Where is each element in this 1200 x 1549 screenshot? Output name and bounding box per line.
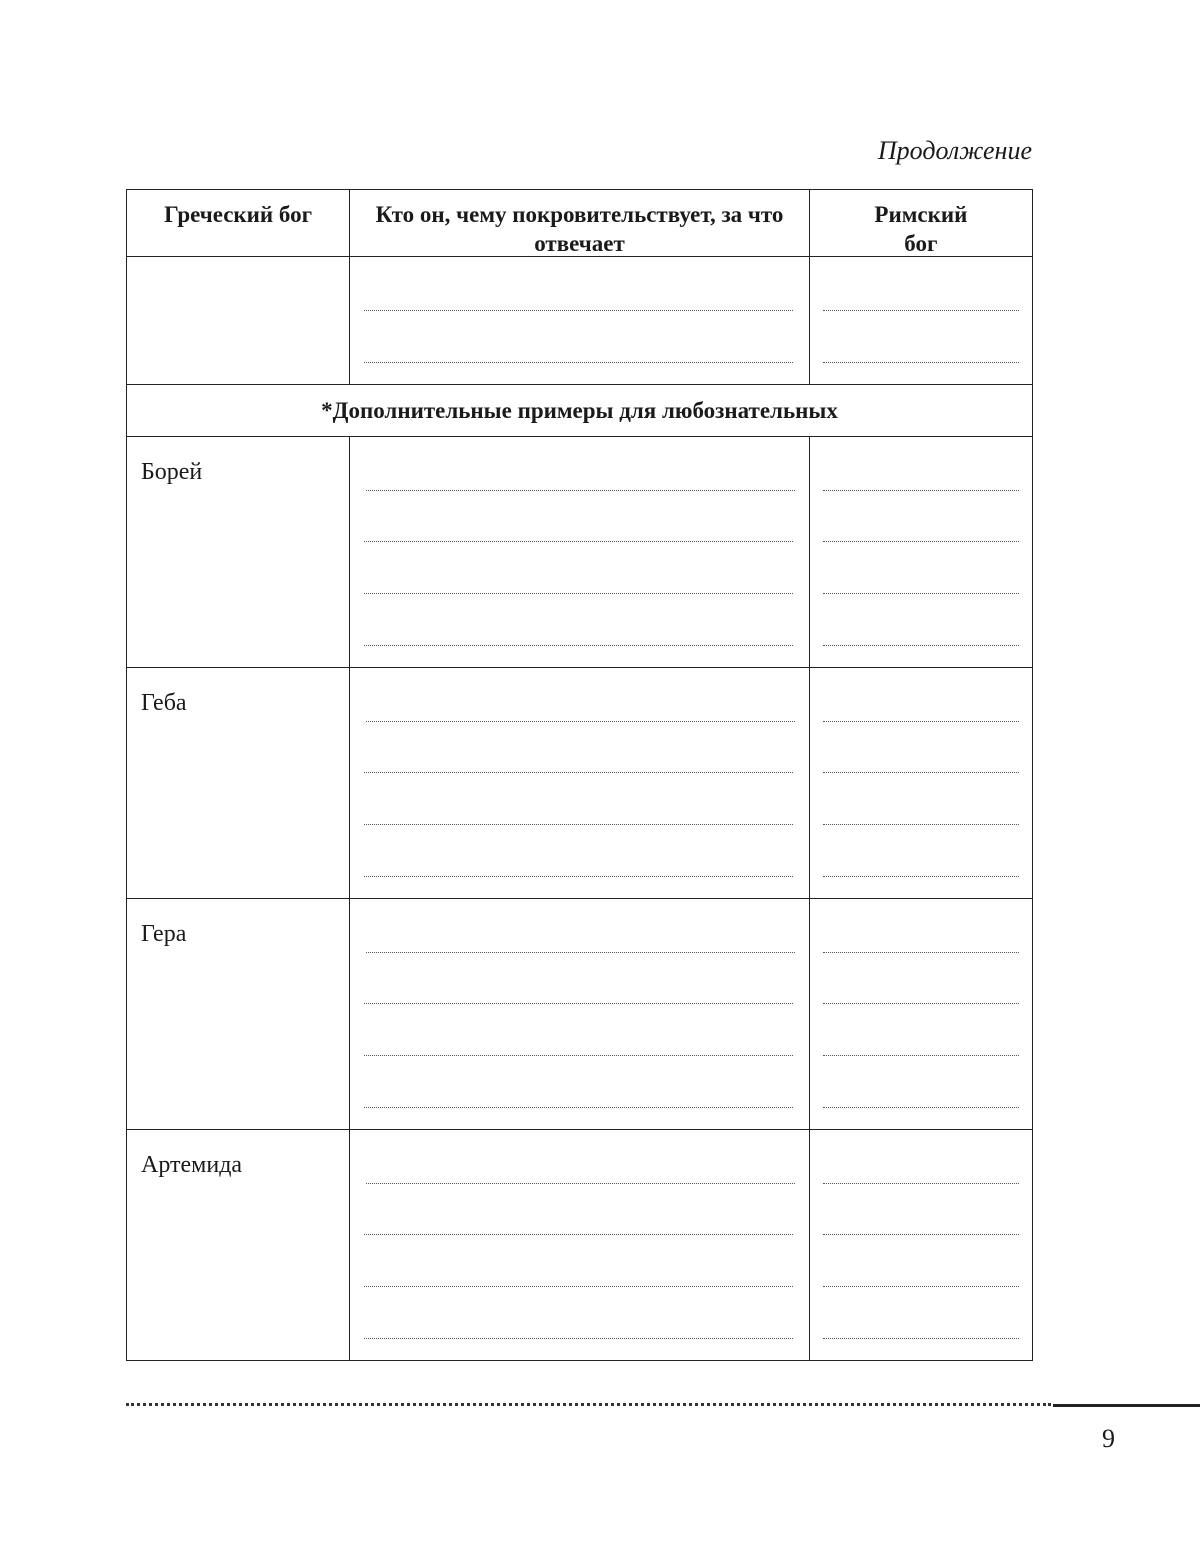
roman-god-cell[interactable] — [809, 437, 1032, 668]
greek-god-name: Артемида — [141, 1152, 243, 1178]
greek-god-cell — [127, 437, 350, 668]
answer-line[interactable] — [366, 952, 795, 953]
answer-line[interactable] — [364, 1107, 793, 1108]
header-greek-god — [127, 190, 350, 257]
header-row — [127, 190, 1033, 257]
greek-god-name: Геба — [141, 690, 187, 716]
answer-line[interactable] — [364, 876, 793, 877]
continuation-label: Продолжение — [877, 136, 1032, 165]
answer-line[interactable] — [823, 772, 1019, 773]
greek-god-cell — [127, 1130, 350, 1361]
description-cell[interactable] — [350, 1130, 810, 1361]
answer-line[interactable] — [364, 1003, 793, 1004]
answer-line[interactable] — [364, 310, 793, 311]
answer-line[interactable] — [823, 1055, 1019, 1056]
table-row — [127, 1130, 1033, 1361]
greek-god-name: Гера — [141, 921, 187, 947]
answer-line[interactable] — [823, 952, 1019, 953]
answer-line[interactable] — [364, 772, 793, 773]
blank-description-cell[interactable] — [350, 257, 810, 385]
answer-line[interactable] — [823, 1338, 1019, 1339]
blank-greek-cell — [127, 257, 350, 385]
greek-god-cell — [127, 668, 350, 899]
blank-row — [127, 257, 1033, 385]
section-title: *Дополнительные примеры для любознательных — [127, 385, 1033, 437]
gods-table — [126, 189, 1033, 1361]
answer-line[interactable] — [823, 1003, 1019, 1004]
header-roman-god — [809, 190, 1032, 257]
answer-line[interactable] — [823, 645, 1019, 646]
answer-line[interactable] — [823, 593, 1019, 594]
table-row — [127, 437, 1033, 668]
page-number: 9 — [1102, 1424, 1115, 1453]
answer-line[interactable] — [823, 721, 1019, 722]
answer-line[interactable] — [364, 824, 793, 825]
header-description — [350, 190, 810, 257]
greek-god-name: Борей — [141, 459, 203, 485]
answer-line[interactable] — [366, 721, 795, 722]
blank-roman-cell[interactable] — [809, 257, 1032, 385]
header-description-label: Кто он, чему покровительствует, за что отвечает — [375, 202, 784, 256]
footer-dotted-rule — [126, 1403, 1051, 1406]
answer-line[interactable] — [823, 876, 1019, 877]
answer-line[interactable] — [364, 1055, 793, 1056]
table-row — [127, 899, 1033, 1130]
answer-line[interactable] — [823, 824, 1019, 825]
answer-line[interactable] — [823, 1183, 1019, 1184]
answer-line[interactable] — [366, 490, 795, 491]
answer-line[interactable] — [823, 541, 1019, 542]
answer-line[interactable] — [823, 1107, 1019, 1108]
answer-line[interactable] — [823, 362, 1019, 363]
roman-god-cell[interactable] — [809, 1130, 1032, 1361]
roman-god-cell[interactable] — [809, 899, 1032, 1130]
answer-line[interactable] — [364, 1234, 793, 1235]
answer-line[interactable] — [364, 362, 793, 363]
greek-god-cell — [127, 899, 350, 1130]
answer-line[interactable] — [823, 310, 1019, 311]
header-roman-god-label: Римский бог — [874, 202, 968, 256]
description-cell[interactable] — [350, 899, 810, 1130]
section-row — [127, 385, 1033, 437]
description-cell[interactable] — [350, 668, 810, 899]
roman-god-cell[interactable] — [809, 668, 1032, 899]
table-row — [127, 668, 1033, 899]
answer-line[interactable] — [364, 1338, 793, 1339]
answer-line[interactable] — [364, 645, 793, 646]
header-greek-god-label: Греческий бог — [164, 202, 313, 227]
description-cell[interactable] — [350, 437, 810, 668]
answer-line[interactable] — [823, 1286, 1019, 1287]
answer-line[interactable] — [823, 1234, 1019, 1235]
answer-line[interactable] — [364, 541, 793, 542]
answer-line[interactable] — [364, 1286, 793, 1287]
answer-line[interactable] — [823, 490, 1019, 491]
answer-line[interactable] — [364, 593, 793, 594]
answer-line[interactable] — [366, 1183, 795, 1184]
footer-solid-rule — [1053, 1404, 1200, 1407]
